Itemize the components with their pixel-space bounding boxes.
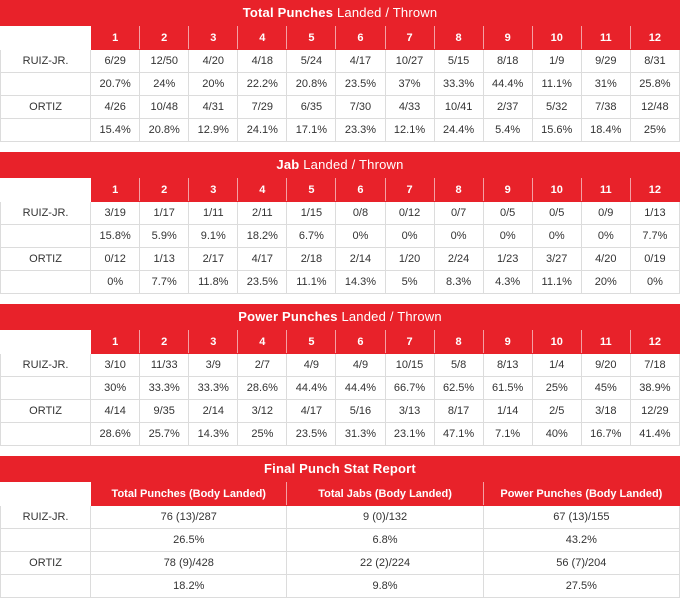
- round-header: 8: [434, 331, 483, 354]
- table-row: [1, 119, 680, 142]
- column-header: Power Punches (Body Landed): [483, 483, 679, 506]
- stat-cell: 8/13: [483, 354, 532, 377]
- corner-cell: [1, 27, 91, 50]
- percent-cell: 0%: [91, 271, 140, 294]
- percent-cell: 0%: [532, 225, 581, 248]
- spacer-cell: [1, 225, 91, 248]
- stat-cell: 2/37: [483, 96, 532, 119]
- stat-cell: 4/26: [91, 96, 140, 119]
- stat-cell: 3/13: [385, 400, 434, 423]
- table-row: [1, 248, 680, 271]
- stat-cell: 2/11: [238, 202, 287, 225]
- percent-cell: 24.4%: [434, 119, 483, 142]
- fighter-name: RUIZ-JR.: [1, 202, 91, 225]
- stat-cell: 5/24: [287, 50, 336, 73]
- round-header: 8: [434, 179, 483, 202]
- percent-cell: 24.1%: [238, 119, 287, 142]
- percent-cell: 66.7%: [385, 377, 434, 400]
- table-row: [1, 73, 680, 96]
- stat-cell: 10/15: [385, 354, 434, 377]
- round-header: 2: [140, 27, 189, 50]
- fighter-name: ORTIZ: [1, 96, 91, 119]
- round-header: 9: [483, 331, 532, 354]
- fighter-name: RUIZ-JR.: [1, 354, 91, 377]
- stat-cell: 3/19: [91, 202, 140, 225]
- stat-cell: 1/11: [189, 202, 238, 225]
- table-row: [1, 506, 680, 529]
- stat-cell: 2/24: [434, 248, 483, 271]
- percent-cell: 23.5%: [287, 423, 336, 446]
- round-header: 1: [91, 179, 140, 202]
- percent-cell: 31.3%: [336, 423, 385, 446]
- stat-cell: 6/35: [287, 96, 336, 119]
- stat-cell: 78 (9)/428: [91, 552, 287, 575]
- percent-cell: 6.7%: [287, 225, 336, 248]
- percent-cell: 5.9%: [140, 225, 189, 248]
- stat-cell: 2/18: [287, 248, 336, 271]
- percent-cell: 15.4%: [91, 119, 140, 142]
- round-header: 7: [385, 331, 434, 354]
- percent-cell: 25%: [238, 423, 287, 446]
- block-title-bold: Power Punches: [238, 309, 338, 324]
- percent-cell: 44.4%: [483, 73, 532, 96]
- percent-cell: 61.5%: [483, 377, 532, 400]
- percent-cell: 41.4%: [630, 423, 679, 446]
- stat-cell: 10/41: [434, 96, 483, 119]
- stat-cell: 7/18: [630, 354, 679, 377]
- stat-block-jab: [0, 152, 680, 294]
- percent-cell: 22.2%: [238, 73, 287, 96]
- percent-cell: 14.3%: [336, 271, 385, 294]
- block-title-total-punches: [0, 0, 680, 26]
- percent-cell: 20.8%: [287, 73, 336, 96]
- block-title-light: Landed / Thrown: [299, 157, 404, 172]
- stat-cell: 1/23: [483, 248, 532, 271]
- stat-cell: 3/12: [238, 400, 287, 423]
- percent-cell: 15.8%: [91, 225, 140, 248]
- table-row: [1, 271, 680, 294]
- stat-cell: 9/35: [140, 400, 189, 423]
- table-jab: [0, 178, 680, 294]
- table-row: [1, 400, 680, 423]
- round-header: 7: [385, 179, 434, 202]
- table-row: [1, 96, 680, 119]
- stat-cell: 2/7: [238, 354, 287, 377]
- stat-cell: 12/50: [140, 50, 189, 73]
- percent-cell: 27.5%: [483, 575, 679, 598]
- round-header: 6: [336, 27, 385, 50]
- table-row: [1, 179, 680, 202]
- fighter-name: RUIZ-JR.: [1, 506, 91, 529]
- stat-cell: 2/14: [336, 248, 385, 271]
- percent-cell: 37%: [385, 73, 434, 96]
- stat-cell: 76 (13)/287: [91, 506, 287, 529]
- round-header: 12: [630, 179, 679, 202]
- percent-cell: 44.4%: [287, 377, 336, 400]
- stat-cell: 1/14: [483, 400, 532, 423]
- round-header: 11: [581, 331, 630, 354]
- stat-cell: 4/18: [238, 50, 287, 73]
- percent-cell: 12.1%: [385, 119, 434, 142]
- stat-cell: 6/29: [91, 50, 140, 73]
- stat-cell: 0/12: [385, 202, 434, 225]
- stat-block-total-punches: [0, 0, 680, 142]
- stat-cell: 9/29: [581, 50, 630, 73]
- stat-cell: 67 (13)/155: [483, 506, 679, 529]
- percent-cell: 20.7%: [91, 73, 140, 96]
- round-header: 10: [532, 179, 581, 202]
- stat-cell: 0/5: [483, 202, 532, 225]
- fighter-name: ORTIZ: [1, 400, 91, 423]
- column-header: Total Jabs (Body Landed): [287, 483, 483, 506]
- fighter-name: ORTIZ: [1, 248, 91, 271]
- stat-cell: 4/9: [287, 354, 336, 377]
- block-title-light: Landed / Thrown: [337, 309, 442, 324]
- stat-cell: 1/9: [532, 50, 581, 73]
- stat-cell: 4/14: [91, 400, 140, 423]
- stat-cell: 5/32: [532, 96, 581, 119]
- round-header: 4: [238, 331, 287, 354]
- table-row: [1, 377, 680, 400]
- percent-cell: 26.5%: [91, 529, 287, 552]
- round-header: 4: [238, 27, 287, 50]
- percent-cell: 11.1%: [532, 73, 581, 96]
- stat-cell: 4/17: [287, 400, 336, 423]
- table-row: [1, 50, 680, 73]
- table-row: [1, 529, 680, 552]
- percent-cell: 62.5%: [434, 377, 483, 400]
- stat-cell: 0/5: [532, 202, 581, 225]
- stat-cell: 10/27: [385, 50, 434, 73]
- percent-cell: 44.4%: [336, 377, 385, 400]
- stat-cell: 0/19: [630, 248, 679, 271]
- stat-cell: 4/20: [189, 50, 238, 73]
- round-header: 8: [434, 27, 483, 50]
- table-row: [1, 27, 680, 50]
- stat-cell: 1/15: [287, 202, 336, 225]
- percent-cell: 25.7%: [140, 423, 189, 446]
- round-header: 11: [581, 179, 630, 202]
- percent-cell: 9.1%: [189, 225, 238, 248]
- stat-cell: 0/12: [91, 248, 140, 271]
- stat-cell: 9 (0)/132: [287, 506, 483, 529]
- percent-cell: 24%: [140, 73, 189, 96]
- percent-cell: 0%: [434, 225, 483, 248]
- spacer-cell: [1, 423, 91, 446]
- table-row: [1, 202, 680, 225]
- block-title-power-punches: [0, 304, 680, 330]
- round-header: 3: [189, 179, 238, 202]
- percent-cell: 23.5%: [336, 73, 385, 96]
- percent-cell: 40%: [532, 423, 581, 446]
- stat-cell: 3/9: [189, 354, 238, 377]
- table-final-report: [0, 482, 680, 598]
- percent-cell: 4.3%: [483, 271, 532, 294]
- table-row: [1, 225, 680, 248]
- stat-cell: 1/13: [140, 248, 189, 271]
- corner-cell: [1, 179, 91, 202]
- round-header: 2: [140, 179, 189, 202]
- percent-cell: 25%: [532, 377, 581, 400]
- percent-cell: 0%: [336, 225, 385, 248]
- percent-cell: 0%: [581, 225, 630, 248]
- percent-cell: 31%: [581, 73, 630, 96]
- round-header: 5: [287, 179, 336, 202]
- round-header: 5: [287, 27, 336, 50]
- stat-block-final-report: [0, 456, 680, 598]
- round-header: 9: [483, 179, 532, 202]
- stat-cell: 10/48: [140, 96, 189, 119]
- stat-cell: 4/33: [385, 96, 434, 119]
- stat-cell: 4/20: [581, 248, 630, 271]
- percent-cell: 33.3%: [189, 377, 238, 400]
- round-header: 11: [581, 27, 630, 50]
- spacer-cell: [1, 377, 91, 400]
- percent-cell: 9.8%: [287, 575, 483, 598]
- percent-cell: 20%: [581, 271, 630, 294]
- stat-cell: 0/8: [336, 202, 385, 225]
- percent-cell: 45%: [581, 377, 630, 400]
- stat-cell: 1/20: [385, 248, 434, 271]
- percent-cell: 16.7%: [581, 423, 630, 446]
- percent-cell: 25%: [630, 119, 679, 142]
- stat-cell: 0/9: [581, 202, 630, 225]
- block-title-final-report: Final Punch Stat Report: [0, 456, 680, 482]
- percent-cell: 12.9%: [189, 119, 238, 142]
- spacer-cell: [1, 529, 91, 552]
- stat-cell: 7/38: [581, 96, 630, 119]
- percent-cell: 5%: [385, 271, 434, 294]
- percent-cell: 23.3%: [336, 119, 385, 142]
- stat-cell: 4/17: [238, 248, 287, 271]
- percent-cell: 47.1%: [434, 423, 483, 446]
- percent-cell: 18.2%: [91, 575, 287, 598]
- stat-cell: 2/5: [532, 400, 581, 423]
- fighter-name: RUIZ-JR.: [1, 50, 91, 73]
- stat-cell: 0/7: [434, 202, 483, 225]
- spacer-cell: [1, 575, 91, 598]
- percent-cell: 0%: [483, 225, 532, 248]
- stat-cell: 1/17: [140, 202, 189, 225]
- percent-cell: 7.7%: [140, 271, 189, 294]
- stat-cell: 5/15: [434, 50, 483, 73]
- stat-cell: 12/48: [630, 96, 679, 119]
- stat-cell: 4/9: [336, 354, 385, 377]
- spacer-cell: [1, 271, 91, 294]
- percent-cell: 5.4%: [483, 119, 532, 142]
- stat-cell: 56 (7)/204: [483, 552, 679, 575]
- stat-cell: 1/4: [532, 354, 581, 377]
- stat-cell: 22 (2)/224: [287, 552, 483, 575]
- percent-cell: 18.2%: [238, 225, 287, 248]
- round-header: 6: [336, 179, 385, 202]
- percent-cell: 8.3%: [434, 271, 483, 294]
- stat-cell: 2/17: [189, 248, 238, 271]
- stat-cell: 4/31: [189, 96, 238, 119]
- stat-cell: 7/30: [336, 96, 385, 119]
- percent-cell: 17.1%: [287, 119, 336, 142]
- round-header: 10: [532, 331, 581, 354]
- stat-cell: 3/10: [91, 354, 140, 377]
- table-total-punches: [0, 26, 680, 142]
- percent-cell: 7.7%: [630, 225, 679, 248]
- corner-cell: [1, 483, 91, 506]
- block-title-jab: [0, 152, 680, 178]
- round-header: 9: [483, 27, 532, 50]
- corner-cell: [1, 331, 91, 354]
- percent-cell: 23.1%: [385, 423, 434, 446]
- table-row: [1, 354, 680, 377]
- percent-cell: 11.8%: [189, 271, 238, 294]
- percent-cell: 20.8%: [140, 119, 189, 142]
- stat-cell: 11/33: [140, 354, 189, 377]
- spacer-cell: [1, 73, 91, 96]
- percent-cell: 6.8%: [287, 529, 483, 552]
- spacer-cell: [1, 119, 91, 142]
- round-header: 1: [91, 331, 140, 354]
- percent-cell: 28.6%: [91, 423, 140, 446]
- stat-cell: 7/29: [238, 96, 287, 119]
- table-row: [1, 552, 680, 575]
- round-header: 1: [91, 27, 140, 50]
- table-power-punches: [0, 330, 680, 446]
- round-header: 12: [630, 27, 679, 50]
- round-header: 3: [189, 27, 238, 50]
- fighter-name: ORTIZ: [1, 552, 91, 575]
- percent-cell: 18.4%: [581, 119, 630, 142]
- percent-cell: 11.1%: [287, 271, 336, 294]
- percent-cell: 20%: [189, 73, 238, 96]
- stat-cell: 5/8: [434, 354, 483, 377]
- block-title-bold: Total Punches: [242, 5, 334, 20]
- stat-cell: 8/17: [434, 400, 483, 423]
- stat-cell: 3/27: [532, 248, 581, 271]
- table-row: [1, 575, 680, 598]
- column-header: Total Punches (Body Landed): [91, 483, 287, 506]
- round-header: 7: [385, 27, 434, 50]
- stat-cell: 4/17: [336, 50, 385, 73]
- block-title-bold: Jab: [276, 157, 300, 172]
- percent-cell: 11.1%: [532, 271, 581, 294]
- round-header: 5: [287, 331, 336, 354]
- percent-cell: 33.3%: [434, 73, 483, 96]
- percent-cell: 28.6%: [238, 377, 287, 400]
- stat-block-power-punches: [0, 304, 680, 446]
- stat-cell: 2/14: [189, 400, 238, 423]
- stat-cell: 1/13: [630, 202, 679, 225]
- table-row: [1, 423, 680, 446]
- stat-cell: 9/20: [581, 354, 630, 377]
- round-header: 3: [189, 331, 238, 354]
- percent-cell: 38.9%: [630, 377, 679, 400]
- round-header: 4: [238, 179, 287, 202]
- percent-cell: 23.5%: [238, 271, 287, 294]
- percent-cell: 43.2%: [483, 529, 679, 552]
- stat-cell: 8/31: [630, 50, 679, 73]
- stat-cell: 5/16: [336, 400, 385, 423]
- table-row: [1, 483, 680, 506]
- stat-cell: 12/29: [630, 400, 679, 423]
- percent-cell: 15.6%: [532, 119, 581, 142]
- block-title-light: Landed / Thrown: [333, 5, 438, 20]
- round-header: 6: [336, 331, 385, 354]
- percent-cell: 25.8%: [630, 73, 679, 96]
- stat-cell: 8/18: [483, 50, 532, 73]
- percent-cell: 30%: [91, 377, 140, 400]
- percent-cell: 0%: [385, 225, 434, 248]
- percent-cell: 7.1%: [483, 423, 532, 446]
- percent-cell: 0%: [630, 271, 679, 294]
- percent-cell: 14.3%: [189, 423, 238, 446]
- table-row: [1, 331, 680, 354]
- stat-cell: 3/18: [581, 400, 630, 423]
- round-header: 2: [140, 331, 189, 354]
- percent-cell: 33.3%: [140, 377, 189, 400]
- round-header: 12: [630, 331, 679, 354]
- round-header: 10: [532, 27, 581, 50]
